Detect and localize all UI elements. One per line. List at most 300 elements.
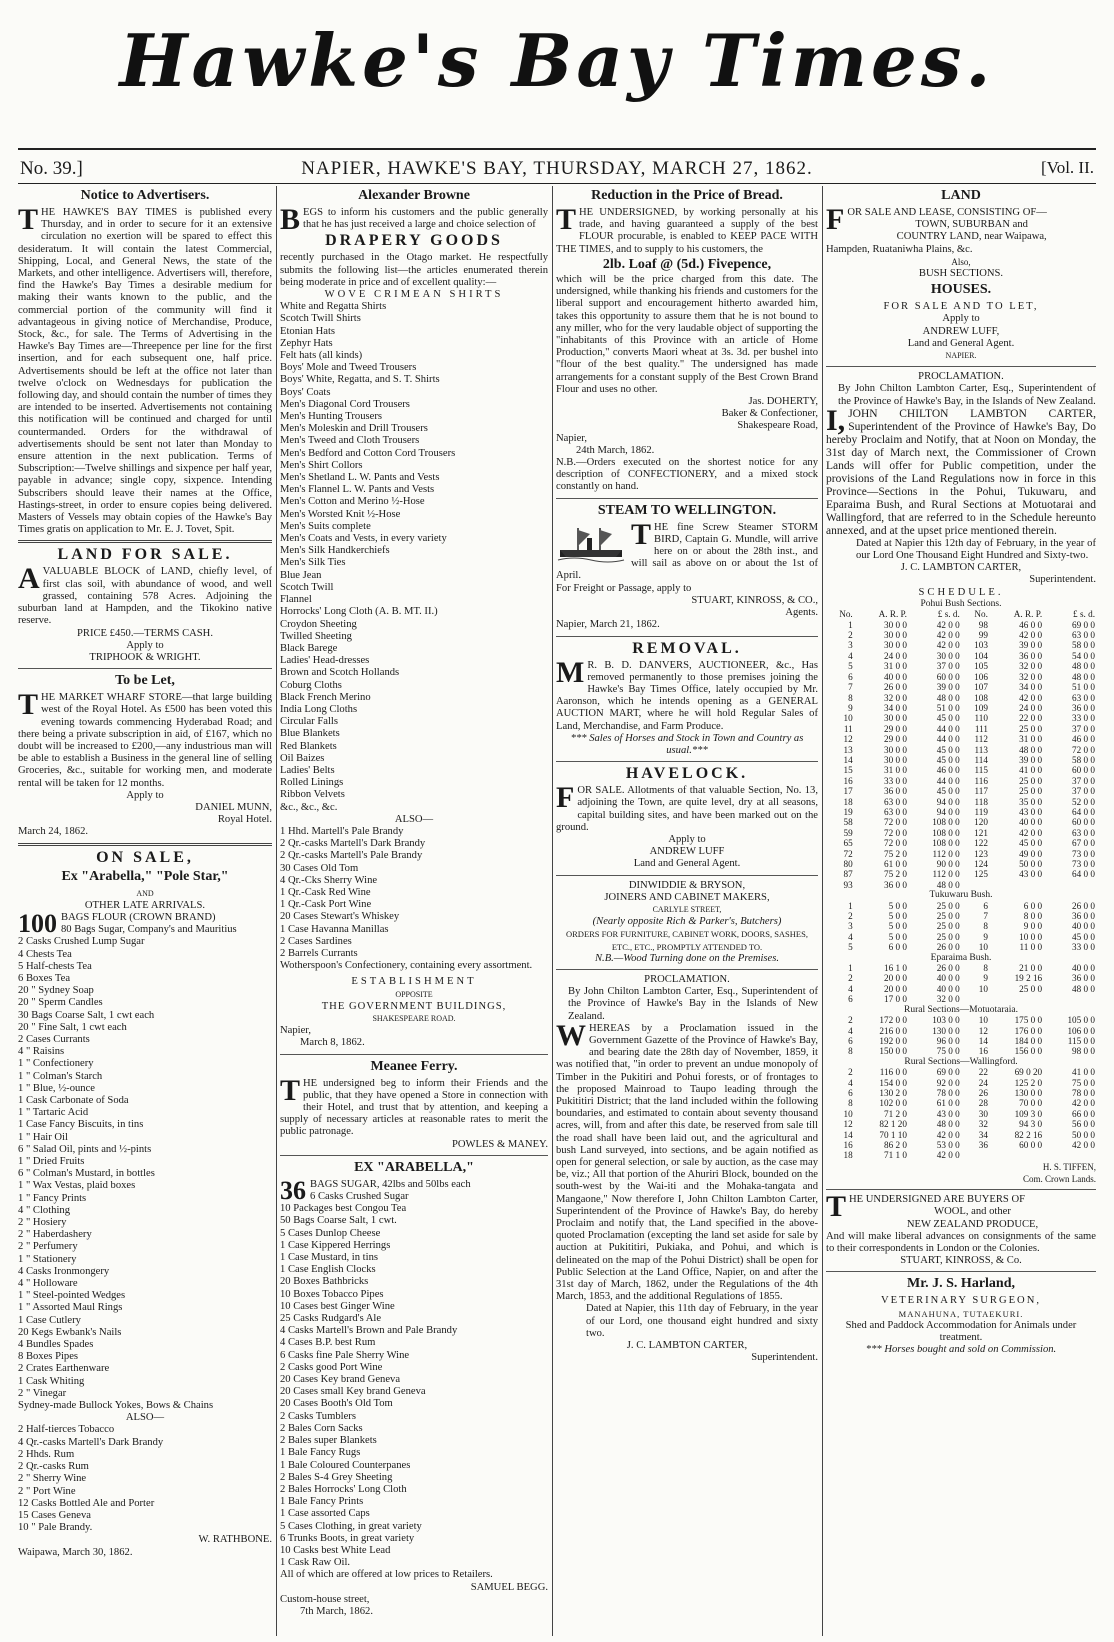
ad-body: WHEREAS by a Proclamation issued in the Government Gazette of the Province of Hawke's Bay, and bearing date the 28th day of November, 1859, it was notified that, "in order to prevent an undue monopoly of Timber in the Pukitiri and Pohui forests, or of frontages to the proposed Mainroad to Taupo leading through the Pukititiri District; that the land included within the following boundaries, and estimated to contain about seventy thousand acres, will, from and after this date, be reserved from sale till the road shall have been laid out, and the agricultural and bush Land surveyed, into sections, and be again notified as open for general selection, or sale by auction, as the case may be, viz.; All that portion of the Ahuriri Block, bounded on the south-west by the Wai-iti and the Mohaka-tangata and Mangaone," Now therefore I, John Chilton Lambton Carter, Superintendent of the Province of Hawke's Bay, do hereby Proclaim and notify that, the Land specified in the above-quoted Proclamation (excepting the land set aside for sale by auction at Pukititiri, Pukiaka, and Pohui, and which is delineated on the map of the Pohui District) shall be open for Public Selection at the Land Office, Napier, on and after the 31st day of March, 1862, under the Regulations of the 4th March, 1853, and the additional Regulations of 1855. <box>556 1018 818 1303</box>
list-item: 1 " Stationery <box>18 1253 77 1265</box>
list-item: 50 Bags Coarse Salt, 1 cwt. <box>280 1215 397 1227</box>
column-divider <box>822 186 823 1636</box>
list-item: 2 Qr.-casks Martell's Pale Brandy <box>280 850 423 862</box>
list-item: 2 Crates Earthenware <box>18 1363 110 1375</box>
list-item: Men's Silk Ties <box>280 557 346 569</box>
table-row: 8 102 0 0 61 0 0 28 70 0 0 42 0 0 <box>848 1098 1095 1109</box>
list-item: 8 Boxes Pipes <box>18 1351 79 1363</box>
list-item: &c., &c., &c. <box>280 801 338 813</box>
list-item: Boys' Coats <box>280 386 331 398</box>
houses-sub: FOR SALE AND TO LET, <box>883 301 1039 313</box>
ad-body: Shed and Paddock Accommodation for Animals under treatment. <box>845 1319 1077 1344</box>
list-item: Zephyr Hats <box>280 337 333 349</box>
ad-place: Napier, <box>280 1025 312 1037</box>
list-item: Red Blankets <box>280 740 337 752</box>
list-item: 6 Boxes Tea <box>18 972 71 984</box>
ad-street: CARLYLE STREET, <box>652 904 722 914</box>
ad-signature: J. C. LAMBTON CARTER, <box>626 1340 748 1352</box>
ad-body: THE undersigned beg to inform their Friends and the public, that they have opened a Store in connection with their Hotel, and trust that by attention, and keeping a supply of necessary articles at reasonable rates to merit the public patronage. <box>280 1073 548 1138</box>
ad-body: FOR SALE. Allotments of that valuable Section, No. 13, adjoining the Town, are quite level, dry at all seasons, capital building sites, and have been marked out on the ground. <box>556 781 818 833</box>
list-item: 4 Qr.-Cks Sherry Wine <box>280 874 378 886</box>
list-item: Men's Bedford and Cotton Cord Trousers <box>280 447 456 459</box>
table-row: 4 24 0 0 30 0 0 104 36 0 0 54 0 0 <box>848 650 1095 661</box>
veterinary-ad <box>826 1276 1096 1356</box>
ad-heading: Alexander Browne <box>358 188 470 203</box>
list-item: Horrocks' Long Cloth (A. B. MT. II.) <box>280 606 438 618</box>
ad-agent-title: Land and General Agent. <box>633 858 741 870</box>
ad-subheading: Ex "Arabella," "Pole Star," <box>61 868 229 884</box>
table-row: 59 72 0 0 108 0 0 121 42 0 0 63 0 0 <box>843 827 1095 838</box>
list-item: 20 " Fine Salt, 1 cwt each <box>18 1021 127 1033</box>
list-item: 2 Barrels Currants <box>280 947 358 959</box>
ad-body: THE UNDERSIGNED ARE BUYERS OF <box>826 1190 1026 1224</box>
list-item: Flannel <box>280 594 312 606</box>
list-item: 1 Bale Fancy Prints <box>280 1496 364 1508</box>
table-row: 6 17 0 0 32 0 0 <box>848 994 960 1005</box>
ad-place: Napier, <box>556 432 588 444</box>
list-item: 30 Bags Coarse Salt, 1 cwt each <box>18 1009 155 1021</box>
table-row: 2 116 0 0 69 0 0 22 69 0 20 41 0 0 <box>848 1067 1095 1078</box>
divider <box>18 668 272 669</box>
ad-signature: H. S. TIFFEN, <box>1042 1161 1096 1172</box>
ad-agent: STUART, KINROSS, & CO., <box>691 594 818 606</box>
divider <box>280 1054 548 1055</box>
list-item: Croydon Sheeting <box>280 618 357 630</box>
list-item: 1 Case Cutlery <box>18 1314 81 1326</box>
ad-body: which will be the price charged from this date. The undersigned, while thanking his friends and customers for the liberal support and encouragement hitherto awarded him, takes this opportunity to assure them that he is not bound to any miller, who for the very laudable object of supporting the "inhabitants of this Province with an article of Home Production," converts Maori wheat at 3s. 3d. per bushel into "flour of the best quality." The undersigned has made arrangements for a constant supply of the Best Crown Brand Flour and uses no other. <box>556 274 818 395</box>
also-list <box>18 1424 272 1534</box>
schedule-table <box>826 599 1096 1161</box>
ad-place: MANAHUNA, TUTAEKURI. <box>898 1308 1024 1319</box>
schedule-section-heading: Rural Sections—Wallingford. <box>904 1056 1018 1067</box>
ad-body: BEGS to inform his customers and the public generally that he has just received a large and choice selection of <box>280 203 548 236</box>
table-row: 3 30 0 0 42 0 0 103 39 0 0 58 0 0 <box>848 640 1095 651</box>
list-item: Circular Falls <box>280 716 338 728</box>
list-item: 4 Cases B.P. best Rum <box>280 1337 376 1349</box>
steamship-icon <box>556 524 626 564</box>
table-row: 4 5 0 0 25 0 0 9 10 0 0 45 0 0 <box>848 931 1095 942</box>
table-row: 6 40 0 0 60 0 0 106 32 0 0 48 0 0 <box>848 671 1095 682</box>
table-row: 6 192 0 0 96 0 0 14 184 0 0 115 0 0 <box>848 1035 1095 1046</box>
arabella-ad <box>280 1160 548 1618</box>
wool-ad <box>826 1190 1096 1267</box>
proclamation-ad <box>556 974 818 1365</box>
ad-apply: Apply to <box>126 789 164 801</box>
divider <box>826 366 1096 367</box>
govt-buildings: THE GOVERNMENT BUILDINGS, <box>321 1000 507 1012</box>
list-item: Ladies' Belts <box>280 764 335 776</box>
divider <box>280 1155 548 1156</box>
schedule-section-heading: Pohui Bush Sections. <box>920 598 1002 609</box>
list-item: 10 " Pale Brandy. <box>18 1522 93 1534</box>
list-item: 2 Qr.-casks Martell's Dark Brandy <box>280 838 426 850</box>
list-item: 1 Cask Carbonate of Soda <box>18 1095 129 1106</box>
ad-subheading: VETERINARY SURGEON, <box>880 1295 1042 1307</box>
list-item: Blue Jean <box>280 569 322 581</box>
table-row: 4 154 0 0 92 0 0 24 125 2 0 75 0 0 <box>848 1077 1095 1088</box>
big-number: 100 <box>18 908 57 938</box>
opposite: OPPOSITE <box>395 989 433 999</box>
divider <box>826 1271 1096 1272</box>
ad-trade: Baker & Confectioner, <box>721 408 818 420</box>
ad-nb: N.B.—Wood Turning done on the Premises. <box>594 952 780 964</box>
ad-body: M R. B. D. DANVERS, AUCTIONEER, &c., Has removed permanently to those premises joining the Hawke's Bay Times Office, lately occupied by Mr. Aaronson, which he intends opening as a GENERAL AUCTION MART, where he will hold Regular Sales of Land, Merchandise, and Farm Produce. <box>556 655 818 732</box>
ad-signature: W. RATHBONE. <box>198 1534 272 1546</box>
list-item: 2 " Hosiery <box>18 1217 67 1229</box>
ad-heading: PROCLAMATION. <box>644 973 730 985</box>
also-heading: ALSO— <box>125 1412 165 1424</box>
list-item: 4 Casks Ironmongery <box>18 1265 110 1277</box>
list-item: Men's Worsted Knit ½-Hose <box>280 508 401 520</box>
table-row: 14 30 0 0 45 0 0 114 39 0 0 58 0 0 <box>843 754 1095 765</box>
list-item: 25 Casks Rudgard's Ale <box>280 1313 382 1325</box>
list-item: 1 Qr.-Cask Port Wine <box>280 899 372 911</box>
list-item: 1 Case Havanna Manillas <box>280 923 389 935</box>
ad-signature: SAMUEL BEGG. <box>470 1581 548 1593</box>
list-item: 1 Hhd. Martell's Pale Brandy <box>280 825 404 837</box>
ad-signature: POWLES & MANEY. <box>451 1138 548 1150</box>
goods-list <box>280 301 548 814</box>
list-item: Rolled Linings <box>280 777 344 789</box>
table-row: 13 30 0 0 45 0 0 113 48 0 0 72 0 0 <box>843 744 1095 755</box>
ad-heading: LAND <box>941 188 981 203</box>
ad-date: Waipawa, March 30, 1862. <box>18 1546 133 1558</box>
list-item: 6 Casks Crushed Sugar <box>310 1191 409 1203</box>
list-item: Men's Hunting Trousers <box>280 411 382 423</box>
table-row: 2 20 0 0 40 0 0 9 19 2 16 36 0 0 <box>848 973 1095 984</box>
table-row: 18 63 0 0 94 0 0 118 35 0 0 52 0 0 <box>843 796 1095 807</box>
ad-note: *** Sales of Horses and Stock in Town and Country as usual.*** <box>570 732 804 756</box>
list-item: Men's Tweed and Cloth Trousers <box>280 435 420 447</box>
list-item: 1 " Tartaric Acid <box>18 1107 89 1119</box>
list-item: BAGS SUGAR, 42lbs and 50lbs each <box>310 1178 471 1190</box>
ad-address: Shakespeare Road, <box>737 420 818 432</box>
list-item: Black French Merino <box>280 691 371 703</box>
ad-bush: BUSH SECTIONS. <box>918 268 1004 280</box>
list-item: 20 Cases Key brand Geneva <box>280 1374 401 1386</box>
dinwiddie-ad <box>556 880 818 965</box>
list-item: Men's Diagonal Cord Trousers <box>280 398 410 410</box>
ad-signature: Jas. DOHERTY, <box>748 396 818 408</box>
table-row: 4 20 0 0 40 0 0 10 25 0 0 48 0 0 <box>848 983 1095 994</box>
list-item: 1 Bale Fancy Rugs <box>280 1447 361 1459</box>
list-item: 1 " Confectionery <box>18 1058 94 1070</box>
list-item: Men's Cotton and Merino ½-Hose <box>280 496 425 508</box>
proclamation-schedule-ad <box>826 371 1096 1185</box>
road: SHAKESPEARE ROAD. <box>372 1014 456 1023</box>
ad-orders: ORDERS FOR FURNITURE, CABINET WORK, DOORS, SASHES, ETC., ETC., PROMPTLY ATTENDED TO. <box>566 929 808 952</box>
list-item: 2 Cases Currants <box>18 1033 90 1045</box>
place-date: NAPIER, HAWKE'S BAY, THURSDAY, MARCH 27, 1862. <box>301 158 813 179</box>
list-item: 20 Boxes Bathbricks <box>280 1276 369 1288</box>
notice-advertisers-ad <box>18 188 272 536</box>
table-row: 1 30 0 0 42 0 0 98 46 0 0 69 0 0 <box>848 619 1095 630</box>
list-item: Blue Blankets <box>280 728 340 740</box>
ad-body: And will make liberal advances on consignments of the same to their correspondents in London or the Colonies. <box>826 1230 1096 1255</box>
list-item: 6 " Colman's Mustard, in bottles <box>18 1168 155 1180</box>
ad-title: Superintendent. <box>1029 574 1096 586</box>
table-row: 15 31 0 0 46 0 0 115 41 0 0 60 0 0 <box>843 765 1095 776</box>
ad-agent: ANDREW LUFF, <box>922 325 1000 337</box>
list-item: 10 Cases best Ginger Wine <box>280 1300 395 1312</box>
ad-agent: ANDREW LUFF <box>649 846 725 858</box>
list-item: 20 Cases Stewart's Whiskey <box>280 911 400 923</box>
ad-body: THE MARKET WHARF STORE—that large building west of the Royal Hotel. As £500 has been voted this evening towards commencing Hyderabad Road; and there being a private subscription in aid, of £167, which no doubt will be increased to £200,—any industrious man will be able to establish a Business in the general line of selling Groceries, &c., suitable for working men, and moderate rental will be taken for 12 months. <box>18 688 272 789</box>
list-item: Twilled Sheeting <box>280 630 352 642</box>
list-item: Men's Flannel L. W. Pants and Vests <box>280 484 435 496</box>
ad-body: AVALUABLE BLOCK of LAND, chiefly level, of first clas soil, with abundance of wood, and well grassed, containing 578 Acres. Adjoining the suburban land at Hampden, and the Tikokino native reserve. <box>18 562 272 627</box>
ad-price: PRICE £450.—TERMS CASH. <box>77 627 213 639</box>
table-row: 2 5 0 0 25 0 0 7 8 0 0 36 0 0 <box>848 911 1095 922</box>
ad-note: N.B.—Orders executed on the shortest notice for any description of CONFECTIONERY, and a mixed stock constantly on hand. <box>556 457 818 493</box>
list-item: 1 " Blue, ½-ounce <box>18 1082 95 1094</box>
list-item: 10 Boxes Tobacco Pipes <box>280 1288 384 1300</box>
column-2 <box>280 186 548 1638</box>
list-item: Boys' White, Regatta, and S. T. Shirts <box>280 374 440 386</box>
column-divider <box>552 186 553 1636</box>
ad-signature: J. C. LAMBTON CARTER, <box>900 562 1022 574</box>
list-item: 1 Case Mustard, in tins <box>280 1252 378 1264</box>
ad-heading: REMOVAL. <box>632 639 742 657</box>
ad-heading: Mr. J. S. Harland, <box>907 1276 1015 1292</box>
list-item: 5 Cases Clothing, in great variety <box>280 1520 422 1532</box>
ad-heading: To be Let, <box>115 673 175 689</box>
ad-line: NEW ZEALAND PRODUCE, <box>906 1218 1039 1230</box>
list-item: 1 Cask Raw Oil. <box>280 1557 351 1569</box>
table-row: 93 36 0 0 48 0 0 <box>843 879 960 890</box>
ad-heading: PROCLAMATION. <box>918 371 1004 383</box>
ad-body: THE fine Screw Steamer STORM BIRD, Captain G. Mundle, will arrive here on or about the 28th inst., and will sail as above on or about the 1st of April. <box>556 517 818 582</box>
list-item: 2 " Perfumery <box>18 1241 78 1253</box>
list-item: Wotherspoon's Confectionery, containing every assortment. <box>280 960 533 972</box>
ad-subheading: WOVE CRIMEAN SHIRTS <box>324 289 504 301</box>
list-item: 10 Packages best Congou Tea <box>280 1203 407 1215</box>
steam-ad <box>556 503 818 632</box>
list-item: Ribbon Velvets <box>280 789 345 801</box>
list-item: 1 " Steel-pointed Wedges <box>18 1290 126 1302</box>
list-item: Sydney-made Bullock Yokes, Bows & Chains <box>18 1400 214 1412</box>
list-item: Men's Suits complete <box>280 520 371 532</box>
list-item: 5 Cases Dunlop Cheese <box>280 1227 381 1239</box>
schedule-section-heading: Eparaima Bush. <box>930 952 992 963</box>
ad-body: THE UNDERSIGNED, by working personally at his trade, and having guaranteed a supply of the best FLOUR procurable, is enabled to KEEP PACE WITH THE TIMES, and to supply to his customers, the <box>556 203 818 255</box>
list-item: 1 " Colman's Starch <box>18 1070 103 1082</box>
list-item: 4 Casks Martell's Brown and Pale Brandy <box>280 1325 458 1337</box>
big-number: 36 <box>280 1175 306 1205</box>
ad-date: March 8, 1862. <box>300 1037 365 1049</box>
ad-note: *** Horses bought and sold on Commission. <box>865 1344 1057 1356</box>
list-item: 1 Case Kippered Herrings <box>280 1239 391 1251</box>
meanee-ferry-ad <box>280 1059 548 1151</box>
ad-dated: Dated at Napier this 12th day of February, in the year of our Lord One Thousand Eight Hundred and Sixty-two. <box>856 537 1096 562</box>
divider <box>556 498 818 499</box>
ad-line: TOWN, SUBURBAN and <box>915 219 1028 231</box>
list-item: 2 Casks good Port Wine <box>280 1361 383 1373</box>
table-row: 10 71 2 0 43 0 0 30 109 3 0 66 0 0 <box>843 1108 1095 1119</box>
ad-apply: For Freight or Passage, apply to <box>556 582 692 594</box>
schedule-heading: SCHEDULE. <box>918 586 1004 598</box>
list-item: Brown and Scotch Hollands <box>280 667 400 679</box>
ad-heading: STEAM TO WELLINGTON. <box>597 502 777 518</box>
list-item: 1 " Hair Oil <box>18 1131 68 1143</box>
list-item: 6 Trunks Boots, in great variety <box>280 1532 415 1544</box>
table-row: 58 72 0 0 108 0 0 120 40 0 0 60 0 0 <box>843 817 1095 828</box>
list-item: 20 Cases Booth's Old Tom <box>280 1398 393 1410</box>
to-be-let-ad <box>18 673 272 838</box>
table-row: 4 216 0 0 130 0 0 12 176 0 0 106 0 0 <box>848 1025 1095 1036</box>
table-row: 12 29 0 0 44 0 0 112 31 0 0 46 0 0 <box>843 734 1095 745</box>
ad-byline: By John Chilton Lambton Carter, Esq., Superintendent of the Province of Hawke's Bay in the Islands of New Zealand. <box>568 986 818 1022</box>
list-item: 2 Bales super Blankets <box>280 1435 377 1447</box>
establishment: ESTABLISHMENT <box>351 976 477 988</box>
ad-line: Hampden, Ruataniwha Plains, &c. <box>826 243 973 255</box>
ad-place: NAPIER. <box>945 351 977 361</box>
table-row: 3 5 0 0 25 0 0 8 9 0 0 40 0 0 <box>848 921 1095 932</box>
list-item: 2 Casks Tumblers <box>280 1410 356 1422</box>
list-item: 1 " Assorted Maul Rings <box>18 1302 123 1314</box>
ad-dated: Dated at Napier, this 11th day of February, in the year of our Lord, one thousand eight hundred and sixty two. <box>586 1303 818 1339</box>
table-row: 87 75 2 0 112 0 0 125 43 0 0 64 0 0 <box>843 869 1095 880</box>
ad-line: COUNTRY LAND, near Waipawa, <box>896 231 1047 243</box>
list-item: 1 " Wax Vestas, plaid boxes <box>18 1180 136 1192</box>
masthead-title: Hawke's Bay Times. <box>119 18 995 103</box>
ad-body: FOR SALE AND LEASE, CONSISTING OF— <box>826 203 1047 236</box>
list-item: 4 Bundles Spades <box>18 1339 94 1351</box>
ad-also: Also, <box>951 256 971 267</box>
table-row: 1 5 0 0 25 0 0 6 6 0 0 26 0 0 <box>848 900 1095 911</box>
table-row: 16 33 0 0 44 0 0 116 25 0 0 37 0 0 <box>843 775 1095 786</box>
ad-title: Superintendent. <box>751 1352 818 1364</box>
land-ad <box>826 188 1096 362</box>
list-item: 2 " Port Wine <box>18 1485 76 1497</box>
ad-note: (Nearly opposite Rich & Parker's, Butchers) <box>592 916 782 928</box>
ad-body: I, JOHN CHILTON LAMBTON CARTER, Superintendent of the Province of Hawke's Bay, Do hereby Proclaim and Notify, that at Noon on Monday, the 31st day of March next, the Commissioner of Crown Lands will offer for Public competition, under the provisions of the Land Regulations now in force in this Province—Sections in the Pohui, Tukuwaru, and Eparaima Bush, and Rural Sections at Motuotarai and Wallingford, that are referred to in the Schedule hereunto annexed, and at the upset price mentioned therein. <box>826 403 1096 537</box>
issue-number: No. 39.] <box>20 158 83 179</box>
list-item: 1 Case English Clocks <box>280 1264 376 1276</box>
ad-other: OTHER LATE ARRIVALS. <box>84 899 206 911</box>
dateline-rule <box>18 183 1096 184</box>
column-3 <box>556 186 818 1638</box>
list-item: 5 Half-chests Tea <box>18 960 92 972</box>
ad-heading: HAVELOCK. <box>625 765 749 783</box>
ad-body: recently purchased in the Otago market. He respectfully submits the following list—the articles enumerated therein being moderate in price and of excellent quality:— <box>280 252 548 288</box>
ad-and: AND <box>136 888 154 898</box>
list-item: Black Barege <box>280 642 338 654</box>
table-row: 8 32 0 0 48 0 0 108 42 0 0 63 0 0 <box>848 692 1095 703</box>
ad-agent: TRIPHOOK & WRIGHT. <box>89 651 201 663</box>
divider <box>556 761 818 762</box>
list-item: 20 Cases small Key brand Geneva <box>280 1386 426 1398</box>
ad-agent-title: Land and General Agent. <box>907 337 1015 349</box>
list-item: 6 " Salad Oil, pints and ½-pints <box>18 1143 152 1155</box>
list-item: 1 " Dried Fruits <box>18 1156 85 1168</box>
list-item: 2 " Vinegar <box>18 1387 67 1399</box>
list-item: 2 " Haberdashery <box>18 1229 92 1241</box>
list-item: Ladies' Head-dresses <box>280 655 370 667</box>
ad-heading: Reduction in the Price of Bread. <box>591 188 783 203</box>
schedule-section-heading: Tukuwaru Bush. <box>929 890 993 901</box>
masthead-rule <box>18 148 1096 150</box>
ad-apply: Apply to <box>942 313 980 325</box>
ad-date: 7th March, 1862. <box>300 1605 373 1617</box>
list-item: 1 Qr.-Cask Red Wine <box>280 886 371 898</box>
list-item: BAGS FLOUR (CROWN BRAND) <box>61 911 216 923</box>
volume-number: [Vol. II. <box>1040 158 1094 177</box>
ad-agents: Agents. <box>785 607 818 619</box>
list-item: 2 " Sherry Wine <box>18 1473 87 1485</box>
removal-ad <box>556 641 818 758</box>
table-row: 65 72 0 0 108 0 0 122 45 0 0 67 0 0 <box>843 838 1095 849</box>
ad-signature-title: Com. Crown Lands. <box>1023 1174 1096 1184</box>
goods-list <box>280 1175 548 1570</box>
ad-signature: DANIEL MUNN, <box>195 801 272 813</box>
list-item: 6 Casks fine Pale Sherry Wine <box>280 1349 410 1361</box>
table-row: 11 29 0 0 44 0 0 111 25 0 0 37 0 0 <box>843 723 1095 734</box>
list-item: 1 Case Fancy Biscuits, in tins <box>18 1119 144 1131</box>
list-item: Etonian Hats <box>280 325 336 337</box>
ad-subheading: JOINERS AND CABINET MAKERS, <box>604 891 770 903</box>
list-item: 2 Hhds. Rum <box>18 1448 75 1460</box>
table-row: 14 70 1 10 42 0 0 34 82 2 16 50 0 0 <box>843 1129 1095 1140</box>
ad-apply: Apply to <box>668 833 706 845</box>
schedule-section-heading: Rural Sections—Motuotaraia. <box>904 1004 1018 1015</box>
table-row: 6 130 2 0 78 0 0 26 130 0 0 78 0 0 <box>848 1087 1095 1098</box>
list-item: Oil Baizes <box>280 752 325 764</box>
list-item: 30 Cases Old Tom <box>280 862 359 874</box>
ad-body: THE HAWKE'S BAY TIMES is published every Thursday, and in order to secure for it an extensive circulation no exertion will be spared to effect this desideratum. It will contain the latest Commercial, Shipping, Local, and General News, the state of the Markets, and other intelligence. Advertisers will, therefore, find the Hawke's Bay Times a desirable medium for making their wants known to the public, and the commercial portion of the community will find it advantageous in giving notice of Merchandise, Produce, Stock, &c., for sale. The Terms of Advertising in the Hawke's Bay Times are—Threepence per line for the first insertion, and for each subsequent one, half price. Advertisements should be left at the office not later than twelve o'clock on Wednesdays for publication the following day, and should contain the number of times they are intended to be inserted. Advertisements not containing this notification will be continued and charged for until countermanded. Orders for the withdrawal of advertisements should be sent not later than Monday to ensure attention in the next publication. Terms of Subscription:—Twelve shillings and sixpence per half year, payable in advance; single copy, sixpence. Intending Subscribers should leave their names at the Office, Hastings-street, in order to ensure copies being delivered. Masters of Vessels may obtain copies of the Hawke's Bay Times gratis on application to Mr. E. J. Tovet, Spit. <box>18 203 272 536</box>
list-item: 4 " Holloware <box>18 1278 78 1290</box>
list-item: 1 Bale Coloured Counterpanes <box>280 1459 411 1471</box>
list-item: 20 " Sperm Candles <box>18 997 103 1009</box>
ad-date: Napier, March 21, 1862. <box>556 619 660 631</box>
houses-heading: HOUSES. <box>930 282 992 298</box>
table-row: 1 16 1 0 26 0 0 8 21 0 0 40 0 0 <box>848 963 1095 974</box>
dateline <box>18 156 1096 184</box>
also-heading: ALSO— <box>394 813 434 825</box>
land-for-sale-ad <box>18 547 272 664</box>
list-item: 80 Bags Sugar, Company's and Mauritius <box>61 924 237 936</box>
ad-heading: LAND FOR SALE. <box>57 546 233 564</box>
sale-list <box>18 908 272 1412</box>
list-item: 2 Bales Horrocks' Long Cloth <box>280 1483 407 1495</box>
divider <box>556 636 818 637</box>
divider <box>18 843 272 846</box>
ad-heading: Notice to Advertisers. <box>80 188 210 203</box>
ad-apply: Apply to <box>126 639 164 651</box>
list-item: 20 " Sydney Soap <box>18 985 94 997</box>
divider <box>18 540 272 543</box>
list-item: 4 Chests Tea <box>18 948 72 960</box>
list-item: 2 Bales S-4 Grey Sheeting <box>280 1471 393 1483</box>
column-divider <box>276 186 277 1636</box>
havelock-ad <box>556 766 818 870</box>
list-item: Men's Silk Handkerchiefs <box>280 545 390 557</box>
ad-line: WOOL, and other <box>934 1206 1011 1218</box>
column-4 <box>826 186 1096 1638</box>
column-1 <box>18 186 272 1638</box>
table-row: 16 86 2 0 53 0 0 36 60 0 0 42 0 0 <box>843 1139 1095 1150</box>
list-item: 1 " Fancy Prints <box>18 1192 87 1204</box>
table-row: 10 30 0 0 45 0 0 110 22 0 0 33 0 0 <box>843 713 1095 724</box>
table-row: 8 150 0 0 75 0 0 16 156 0 0 98 0 0 <box>848 1046 1095 1057</box>
divider <box>556 875 818 876</box>
list-item: Boys' Mole and Tweed Trousers <box>280 362 417 374</box>
table-row: 19 63 0 0 94 0 0 119 43 0 0 64 0 0 <box>843 806 1095 817</box>
list-item: 12 Casks Bottled Ale and Porter <box>18 1497 155 1509</box>
also-list <box>280 826 548 972</box>
list-item: Men's Shetland L. W. Pants and Vests <box>280 472 440 484</box>
list-item: 1 Case assorted Caps <box>280 1508 370 1520</box>
